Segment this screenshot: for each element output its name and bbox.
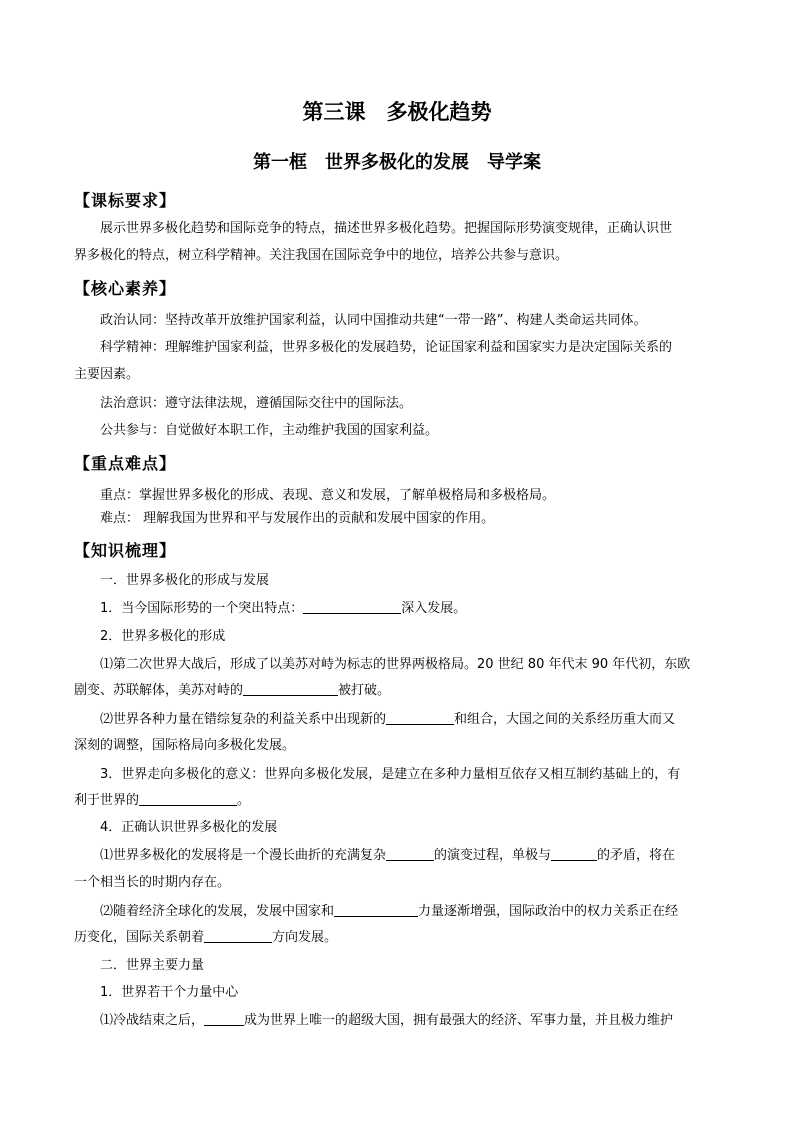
fill-in-blank[interactable] (386, 846, 434, 861)
zhishi-item-8-line-2 (74, 925, 724, 950)
zhishi-text: 的演变过程，单极与 (434, 848, 552, 863)
section-heading-zhishi: 【知识梳理】 (74, 541, 177, 560)
fill-in-blank[interactable] (139, 791, 237, 806)
zhishi-heading-1: 一．世界多极化的形成与发展 (100, 573, 270, 588)
kebiao-line-2: 界多极化的特点，树立科学精神。关注我国在国际竞争中的地位，培养公共参与意识。 (74, 248, 569, 263)
zhishi-text: 成为世界上唯一的超级大国，拥有最强大的经济、军事力量，并且极力维护 (244, 1013, 674, 1028)
zhishi-text: ⑵随着经济全球化的发展，发展中国家和 (100, 904, 335, 919)
zhishi-text: ⑴冷战结束之后， (100, 1013, 205, 1028)
zhishi-text: 力量逐渐增强，国际政治中的权力关系正在经 (418, 904, 679, 919)
zhishi-item-5-line-2 (74, 788, 724, 813)
zhishi-item-7-line-2: 一个相当长的时期内存在。 (74, 875, 231, 890)
hexin-line-1: 政治认同：坚持改革开放维护国家利益，认同中国推动共建“一带一路”、构建人类命运共同体。 (100, 313, 647, 328)
zhishi-text: 。 (237, 793, 251, 808)
section-heading-kebiao: 【课标要求】 (74, 191, 177, 210)
zhishi-text: 历变化，国际关系朝着 (74, 930, 205, 945)
zhishi-text: 利于世界的 (74, 793, 140, 808)
zhishi-text: 深入发展。 (401, 601, 467, 616)
hexin-line-2: 科学精神：理解维护国家利益，世界多极化的发展趋势，论证国家利益和国家实力是决定国际关系的 (100, 340, 673, 355)
zhishi-item-4-line-2: 深刻的调整，国际格局向多极化发展。 (74, 738, 296, 753)
zhishi-item-5-line-1: 3．世界走向多极化的意义：世界向多极化发展，是建立在多种力量相互依存又相互制约基础上的，有 (100, 767, 681, 782)
fill-in-blank[interactable] (204, 1011, 244, 1026)
page-subtitle: 第一框 世界多极化的发展 导学案 (253, 152, 541, 173)
zhishi-text: 和组合，大国之间的关系经历重大而又 (454, 712, 676, 727)
zhishi-text: 被打破。 (338, 683, 391, 698)
zhishi-text: 的矛盾，将在 (597, 848, 676, 863)
fill-in-blank[interactable] (551, 846, 597, 861)
zhishi-item-6: 4．正确认识世界多极化的发展 (100, 820, 278, 835)
zhishi-text: 剧变、苏联解体，美苏对峙的 (74, 683, 244, 698)
zhongdian-line-1: 重点：掌握世界多极化的形成、表现、意义和发展，了解单极格局和多极格局。 (100, 488, 556, 503)
zhishi-item-1 (74, 596, 750, 621)
zhishi-item-3-line-2 (74, 678, 724, 703)
zhishi-item-3-line-1: ⑴第二次世界大战后，形成了以美苏对峙为标志的世界两极格局。20 世纪 80 年代末 90 年代初，东欧 (100, 657, 691, 672)
fill-in-blank[interactable] (303, 599, 401, 614)
zhishi-heading-2: 二．世界主要力量 (100, 958, 205, 973)
zhishi-item-4-line-1 (74, 707, 750, 732)
fill-in-blank[interactable] (243, 681, 338, 696)
zhishi-item-8-line-1 (74, 899, 750, 924)
zhishi-item-9: 1．世界若干个力量中心 (100, 985, 239, 1000)
fill-in-blank[interactable] (204, 928, 272, 943)
hexin-line-5: 公共参与：自觉做好本职工作，主动维护我国的国家利益。 (100, 423, 439, 438)
hexin-line-3: 主要因素。 (74, 367, 140, 382)
zhishi-item-2: 2．世界多极化的形成 (100, 629, 226, 644)
section-heading-hexin: 【核心素养】 (74, 279, 177, 298)
fill-in-blank[interactable] (334, 902, 418, 917)
zhishi-item-7-line-1 (74, 843, 750, 868)
section-heading-zhongdian: 【重点难点】 (74, 454, 177, 473)
hexin-line-4: 法治意识：遵守法律法规，遵循国际交往中的国际法。 (100, 396, 413, 411)
page-title: 第三课 多极化趋势 (302, 99, 492, 124)
zhishi-text: ⑴世界多极化的发展将是一个漫长曲折的充满复杂 (100, 848, 387, 863)
zhishi-text: 1．当今国际形势的一个突出特点： (100, 601, 304, 616)
fill-in-blank[interactable] (386, 710, 454, 725)
kebiao-line-1: 展示世界多极化趋势和国际竞争的特点，描述世界多极化趋势。把握国际形势演变规律，正确认识世 (100, 221, 673, 236)
zhongdian-line-2: 难点： 理解我国为世界和平与发展作出的贡献和发展中国家的作用。 (100, 511, 495, 526)
zhishi-text: ⑵世界各种力量在错综复杂的利益关系中出现新的 (100, 712, 387, 727)
zhishi-item-10 (74, 1008, 750, 1033)
zhishi-text: 方向发展。 (272, 930, 338, 945)
